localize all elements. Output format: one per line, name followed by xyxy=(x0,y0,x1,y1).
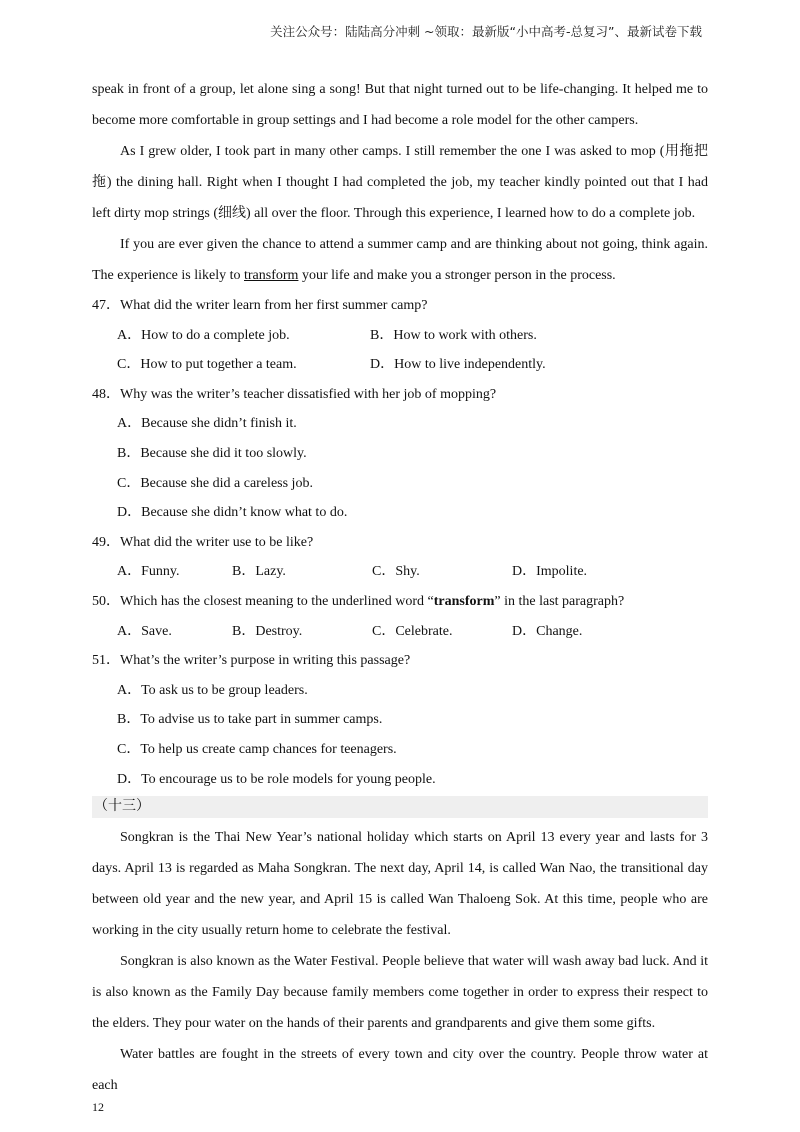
q50-option-b: B．Destroy. xyxy=(232,623,303,639)
paragraph-3-text-a: If you are ever given the chance to attend a summer camp and are thinking about not going, think again. The experience is likely to xyxy=(92,237,708,283)
section-label-13: （十三） xyxy=(92,796,708,818)
passage2-paragraph-2: Songkran is also known as the Water Festival. People believe that water will wash away bad luck. And it is also known as the Family Day because family members come together in order to express their respect to the elders. They pour water on the hands of their parents and grandparents and give them some gifts. xyxy=(92,954,708,1032)
q48-option-b: B．Because she did it too slowly. xyxy=(117,445,307,461)
q50-option-d: D．Change. xyxy=(512,623,583,639)
page-header: 关注公众号：陆陆高分冲刺 ~领取：最新版“小中高考-总复习”、最新试卷下载 xyxy=(270,24,702,39)
q48-option-a: A．Because she didn’t finish it. xyxy=(117,416,297,432)
q49-option-a: A．Funny. xyxy=(117,564,180,580)
question-48-stem: 48．Why was the writer’s teacher dissatisfied with her job of mopping? xyxy=(92,386,497,402)
q48-option-d: D．Because she didn’t know what to do. xyxy=(117,505,348,521)
q50-option-c: C．Celebrate. xyxy=(372,623,453,639)
q51-option-c: C．To help us create camp chances for teenagers. xyxy=(117,741,397,757)
passage2-paragraph-3: Water battles are fought in the streets of every town and city over the country. People throw water at each xyxy=(92,1047,708,1094)
question-51-stem: 51．What’s the writer’s purpose in writing this passage? xyxy=(92,653,411,669)
question-50-stem xyxy=(92,587,708,617)
question-51 xyxy=(92,646,708,794)
passage1-paragraph-2: As I grew older, I took part in many other camps. I still remember the one I was asked to mop (用拖把拖) the dining hall. Right when I thought I had completed the job, my teacher kindly pointed out that I had left dirty mop strings (细线) all over the floor. Through this experience, I learned how to do a complete job. xyxy=(92,144,708,221)
page-content xyxy=(92,74,708,1101)
q51-option-d: D．To encourage us to be role models for young people. xyxy=(117,771,436,787)
question-49-stem: 49．What did the writer use to be like? xyxy=(92,534,314,550)
underlined-word-transform: transform xyxy=(244,268,299,283)
q48-option-c: C．Because she did a careless job. xyxy=(117,475,313,491)
q51-option-a: A．To ask us to be group leaders. xyxy=(117,682,308,698)
question-50 xyxy=(92,587,708,646)
q47-option-a: A．How to do a complete job. xyxy=(117,327,290,343)
question-48 xyxy=(92,380,708,528)
q47-option-d: D．How to live independently. xyxy=(370,357,546,373)
question-47 xyxy=(92,291,708,380)
q50-option-a: A．Save. xyxy=(117,623,172,639)
page-number: 12 xyxy=(92,1100,104,1114)
q50-stem-text-a: 50．Which has the closest meaning to the underlined word “ xyxy=(92,593,434,609)
q49-option-b: B．Lazy. xyxy=(232,564,286,580)
paragraph-3-text-b: your life and make you a stronger person in the process. xyxy=(298,268,616,283)
passage1-paragraph-3 xyxy=(92,229,708,291)
q47-option-b: B．How to work with others. xyxy=(370,327,537,343)
passage2-paragraph-1: Songkran is the Thai New Year’s national holiday which starts on April 13 every year and lasts for 3 days. April 13 is regarded as Maha Songkran. The next day, April 14, is called Wan Nao, the transitional day between old year and the new year, and April 15 is called Wan Thaloeng Sok. At this time, people who are working in the city usually return home to celebrate the festival. xyxy=(92,830,708,939)
q47-option-c: C．How to put together a team. xyxy=(117,357,297,373)
passage1-paragraph-1: speak in front of a group, let alone sing a song! But that night turned out to be life-changing. It helped me to become more comfortable in group settings and I had become a role model for the other campers. xyxy=(92,82,708,128)
q51-option-b: B．To advise us to take part in summer camps. xyxy=(117,712,383,728)
q50-stem-text-b: ” in the last paragraph? xyxy=(494,593,625,609)
question-49 xyxy=(92,528,708,587)
q49-option-c: C．Shy. xyxy=(372,564,420,580)
q50-stem-bold-word: transform xyxy=(433,593,495,609)
question-47-stem: 47．What did the writer learn from her first summer camp? xyxy=(92,298,428,313)
q49-option-d: D．Impolite. xyxy=(512,564,588,580)
